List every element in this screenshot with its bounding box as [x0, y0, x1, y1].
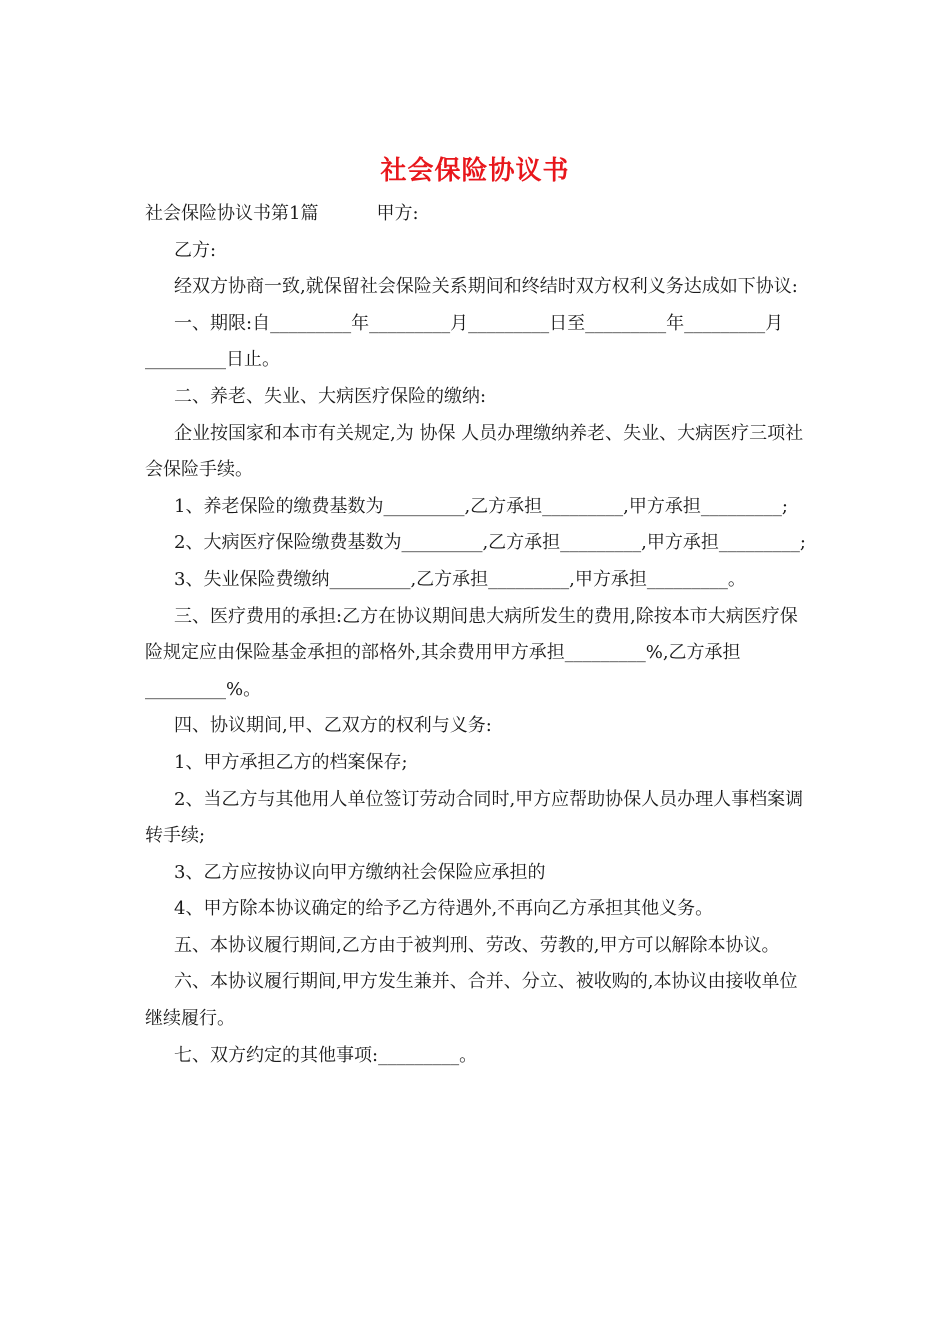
- paragraph: 六、本协议履行期间,甲方发生兼并、合并、分立、被收购的,本协议由接收单位继续履行。: [145, 971, 798, 1030]
- paragraph: 企业按国家和本市有关规定,为 协保 人员办理缴纳养老、失业、大病医疗三项社会保险手续。: [145, 422, 804, 481]
- paragraph: 1、养老保险的缴费基数为_________,乙方承担_________,甲方承担_________;: [174, 495, 788, 517]
- header-left: 社会保险协议书第1篇: [145, 203, 319, 224]
- paragraph: 乙方:: [174, 239, 217, 261]
- document-body: [145, 196, 810, 1074]
- paragraph: 五、本协议履行期间,乙方由于被判刑、劳改、劳教的,甲方可以解除本协议。: [174, 934, 780, 956]
- paragraph: 七、双方约定的其他事项:_________。: [174, 1044, 478, 1066]
- paragraph: 2、大病医疗保险缴费基数为_________,乙方承担_________,甲方承担_________;: [174, 532, 806, 554]
- header-line: [145, 196, 810, 233]
- paragraph: 3、乙方应按协议向甲方缴纳社会保险应承担的: [174, 861, 546, 883]
- paragraph: 一、期限:自_________年_________月_________日至_________年_________月_________日止。: [145, 312, 784, 371]
- paragraph: 经双方协商一致,就保留社会保险关系期间和终结时双方权利义务达成如下协议:: [174, 276, 798, 298]
- paragraph: 二、养老、失业、大病医疗保险的缴纳:: [174, 385, 487, 407]
- paragraph: 4、甲方除本协议确定的给予乙方待遇外,不再向乙方承担其他义务。: [174, 898, 714, 920]
- paragraph: 四、协议期间,甲、乙双方的权利与义务:: [174, 715, 492, 737]
- paragraph: 3、失业保险费缴纳_________,乙方承担_________,甲方承担_________。: [174, 568, 746, 590]
- paragraph: 三、医疗费用的承担:乙方在协议期间患大病所发生的费用,除按本市大病医疗保险规定应由保险基金承担的部格外,其余费用甲方承担_________%,乙方承担_________%。: [145, 605, 798, 700]
- header-right: 甲方:: [376, 203, 419, 224]
- document-title: 社会保险协议书: [380, 156, 570, 186]
- paragraph: 2、当乙方与其他用人单位签订劳动合同时,甲方应帮助协保人员办理人事档案调转手续;: [145, 788, 804, 847]
- paragraph: 1、甲方承担乙方的档案保存;: [174, 751, 408, 773]
